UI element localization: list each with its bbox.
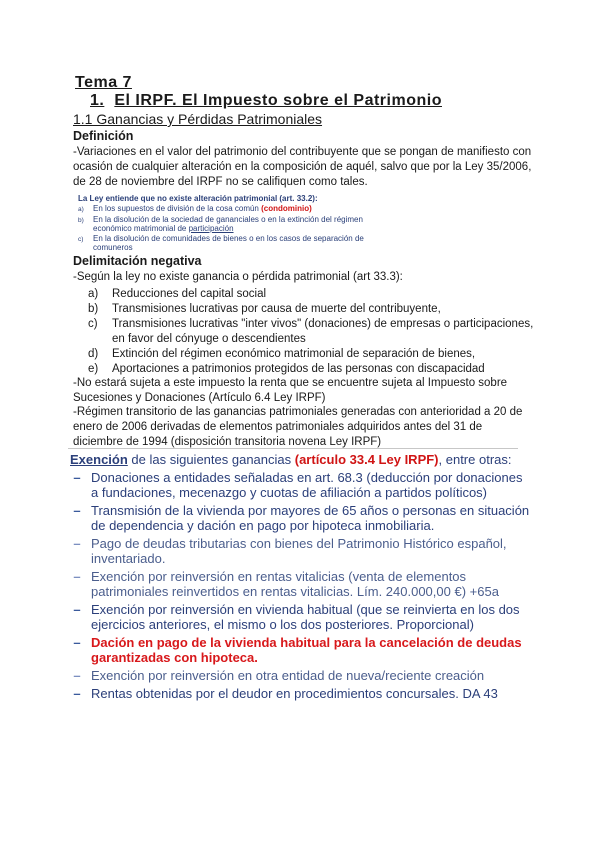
note-item (78, 215, 378, 234)
dash-icon: – (73, 668, 81, 683)
exencion-item (63, 503, 533, 533)
list-letter: a) (88, 288, 99, 300)
dash-icon: – (73, 569, 81, 584)
exencion-ref: (artículo 33.4 Ley IRPF) (294, 452, 439, 467)
note-item (78, 204, 378, 215)
note-bullet: b) (78, 216, 84, 224)
exencion-item (63, 668, 533, 683)
note-bullet: a) (78, 206, 84, 213)
dash-icon: – (73, 635, 81, 650)
divider (68, 448, 518, 449)
list-text: Transmisiones lucrativas "inter vivos" (donaciones) de empresas o participaciones, en favor del cónyuge o descendientes (112, 318, 534, 345)
dash-icon: – (73, 686, 81, 701)
note-underlined: participación (188, 224, 234, 233)
exencion-item (63, 536, 533, 566)
delimitacion-heading: Delimitación negativa (73, 254, 202, 268)
note-highlight: (condominio) (261, 204, 312, 213)
exencion-item (63, 569, 533, 599)
exencion-item-text: Exención por reinversión en rentas vitalicias (venta de elementos patrimoniales reinvertidos en rentas vitalicias. Lím. 240.000,00 €) +65a (91, 569, 499, 599)
delimitacion-intro-text: -Según la ley no existe ganancia o pérdida patrimonial (art 33.3): (73, 271, 403, 283)
list-item (88, 362, 538, 377)
list-text: Extinción del régimen económico matrimonial de separación de bienes, (112, 348, 476, 360)
list-letter: d) (88, 348, 99, 360)
list-text: Reducciones del capital social (112, 288, 267, 300)
note-list (78, 204, 378, 253)
list-item (88, 317, 538, 347)
exencion-heading (70, 452, 533, 467)
note-text: En los supuestos de división de la cosa común (condominio) (93, 204, 312, 213)
exencion-item-text: Pago de deudas tributarias con bienes del Patrimonio Histórico español, inventariado. (91, 536, 507, 566)
delimitacion-list (88, 287, 538, 377)
exencion-item-text: Exención por reinversión en vivienda habitual (que se reinvierta en los dos ejercicios anteriores, el mismo o los dos posteriores. Proporcional) (91, 602, 520, 632)
exencion-tail: , entre otras: (438, 452, 512, 467)
section-title (90, 92, 442, 110)
note-item (78, 234, 378, 253)
note-text: En la disolución de la sociedad de gananciales o en la extinción del régimen económico matrimonial de participación (93, 214, 363, 233)
tema-heading: Tema 7 (75, 74, 132, 91)
dash-icon: – (73, 503, 81, 518)
list-text: Aportaciones a patrimonios protegidos de las personas con discapacidad (112, 363, 485, 375)
list-item (88, 347, 538, 362)
list-item (88, 302, 538, 317)
exencion-item-text: Transmisión de la vivienda por mayores de 65 años o personas en situación de dependencia y dación en pago por hipoteca inmobiliaria. (91, 503, 530, 533)
dash-icon: – (73, 536, 81, 551)
note-text: En la disolución de comunidades de bienes o en los casos de separación de comuneros (93, 233, 364, 252)
list-text: Transmisiones lucrativas por causa de muerte del contribuyente, (112, 303, 441, 315)
subsection-title: 1.1 Ganancias y Pérdidas Patrimoniales (73, 111, 323, 127)
definicion-text: -Variaciones en el valor del patrimonio del contribuyente que se pongan de manifiesto con ocasión de cualquier alteración en la composición de aquél, salvo que por la Ley 35/2006, de 28 de noviembre del IRPF no se califiquen como tales. (73, 146, 532, 188)
exencion-word: Exención (70, 452, 128, 467)
list-item (88, 287, 538, 302)
list-letter: e) (88, 363, 99, 375)
transitorio-paragraph (73, 405, 533, 450)
exencion-item-text: Dación en pago de la vivienda habitual para la cancelación de deudas garantizadas con hipoteca. (91, 635, 522, 665)
note-title: La Ley entiende que no existe alteración patrimonial (art. 33.2): (78, 194, 318, 203)
exencion-item-text: Exención por reinversión en otra entidad de nueva/reciente creación (91, 668, 485, 683)
note-bullet: c) (78, 235, 84, 243)
exencion-item (63, 602, 533, 632)
list-letter: c) (88, 318, 98, 330)
dash-icon: – (73, 470, 81, 485)
exencion-mid: de las siguientes ganancias (127, 452, 295, 467)
exencion-item-text: Donaciones a entidades señaladas en art. 68.3 (deducción por donaciones a fundaciones, mecenazgo y cuotas de afiliación a partidos políticos) (91, 470, 523, 500)
list-letter: b) (88, 303, 99, 315)
sucesiones-text: -No estará sujeta a este impuesto la renta que se encuentre sujeta al Impuesto sobre Sucesiones y Donaciones (Artículo 6.4 Ley IRPF) (73, 377, 508, 404)
exencion-box (63, 452, 533, 704)
exencion-item (63, 686, 533, 701)
exencion-item-text: Rentas obtenidas por el deudor en procedimientos concursales. DA 43 (91, 686, 498, 701)
exencion-item (63, 470, 533, 500)
section-title-text: El IRPF. El Impuesto sobre el Patrimonio (114, 92, 442, 109)
delimitacion-intro (73, 270, 533, 285)
sucesiones-paragraph (73, 376, 533, 406)
exencion-item (63, 635, 533, 665)
section-number: 1. (90, 92, 105, 109)
transitorio-text: -Régimen transitorio de las ganancias patrimoniales generadas con anterioridad a 20 de enero de 2006 derivadas de elementos patrimoniales adquiridos antes del 31 de diciembre de 1994 (disposición transitoria novena Ley IRPF) (73, 406, 523, 448)
definicion-heading: Definición (73, 129, 134, 143)
definicion-paragraph (73, 145, 533, 190)
dash-icon: – (73, 602, 81, 617)
